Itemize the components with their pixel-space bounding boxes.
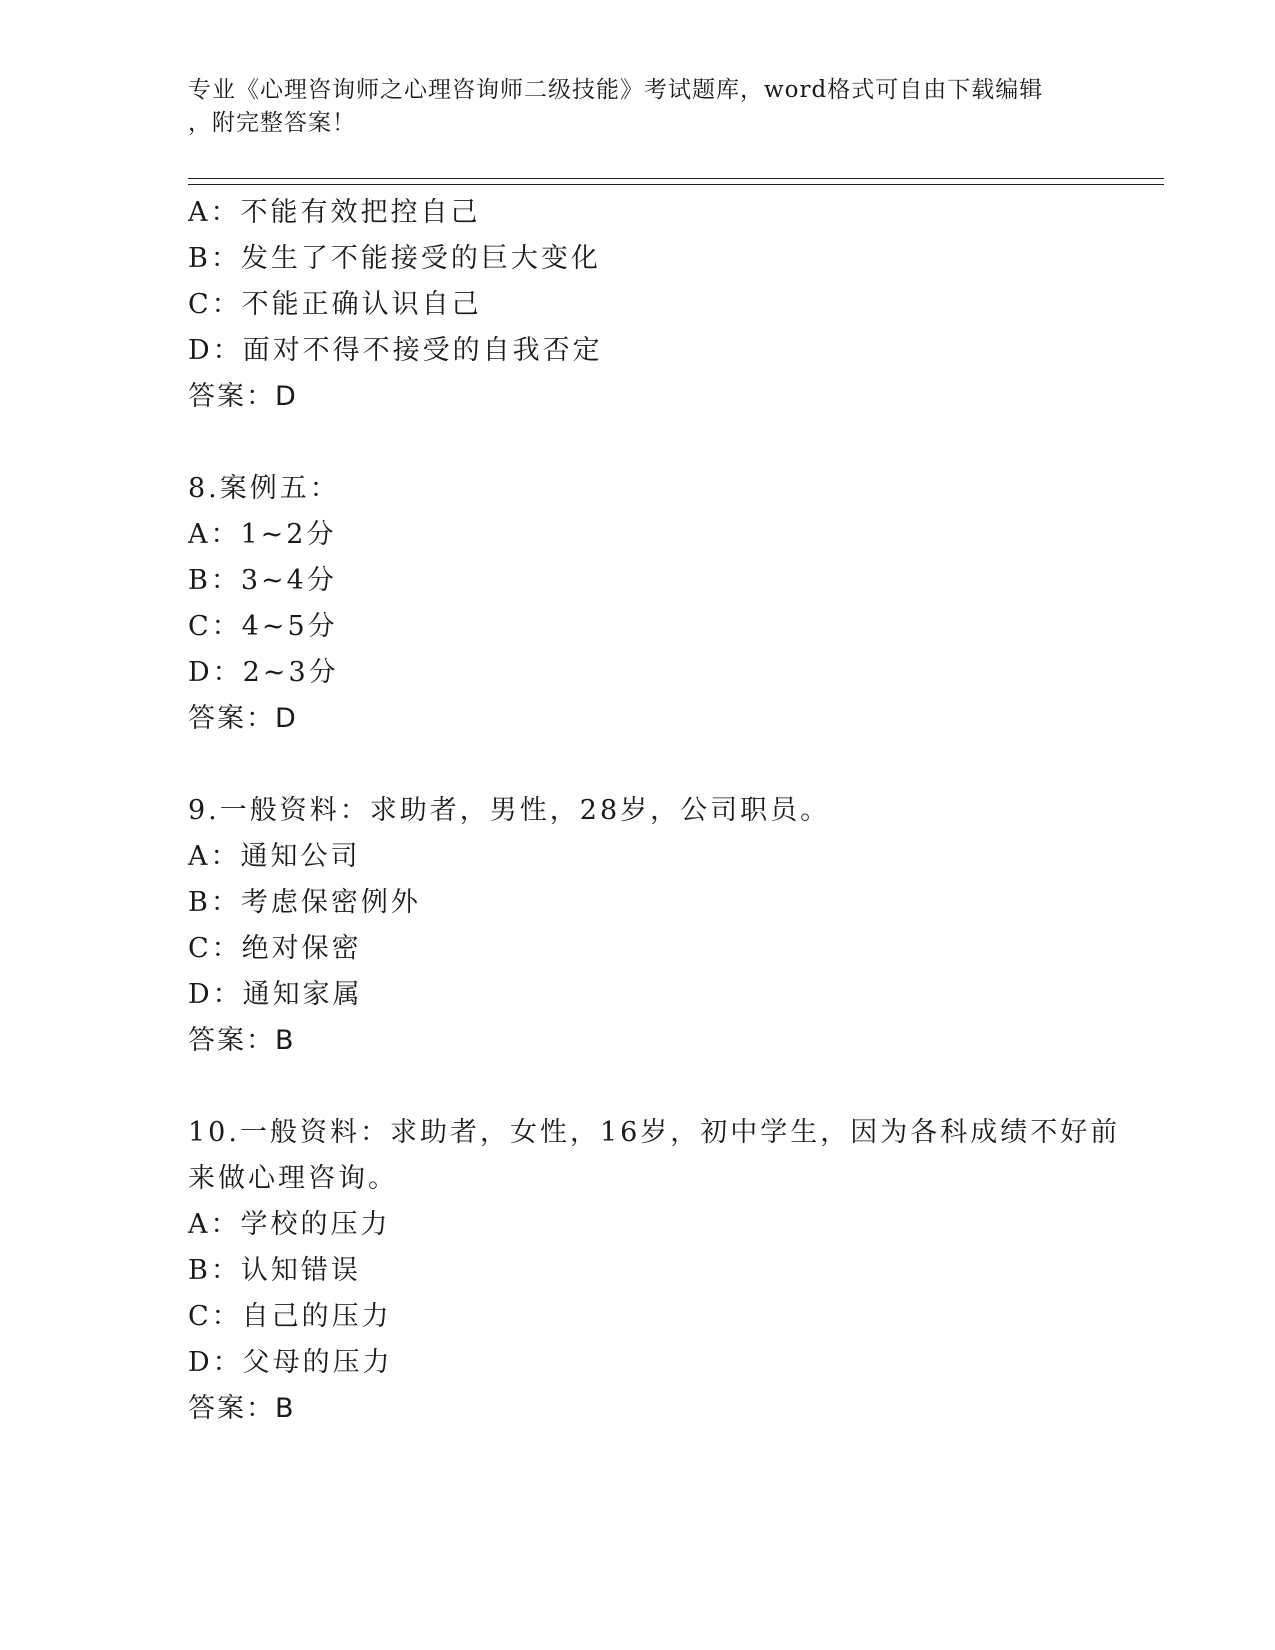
question-8 [188, 466, 1148, 742]
question-10-answer: 答案：B [188, 1393, 296, 1424]
question-8-option-a: A：1~2分 [188, 519, 337, 550]
question-7-option-c: C：不能正确认识自己 [188, 289, 482, 320]
question-9-option-a: A：通知公司 [188, 841, 361, 872]
question-8-option-d: D：2~3分 [188, 657, 339, 688]
question-8-answer: 答案：D [188, 703, 298, 734]
question-10-stem-line-1: 10.一般资料：求助者，女性，16岁，初中学生，因为各科成绩不好前 [188, 1117, 1121, 1148]
document-header [188, 74, 1088, 140]
question-9-option-d: D：通知家属 [188, 979, 363, 1010]
question-list [188, 190, 1148, 1432]
spacer [188, 742, 1148, 788]
question-8-stem: 8.案例五： [188, 473, 340, 504]
header-divider-bottom [188, 184, 1164, 185]
question-9 [188, 788, 1148, 1064]
question-10-option-a: A：学校的压力 [188, 1209, 391, 1240]
question-7 [188, 190, 1148, 420]
question-10-option-b: B：认知错误 [188, 1255, 361, 1286]
header-title-line-2: ，附完整答案！ [188, 110, 356, 136]
header-divider-top [188, 178, 1164, 179]
question-8-option-b: B：3~4分 [188, 565, 337, 596]
question-9-stem: 9.一般资料：求助者，男性，28岁，公司职员。 [188, 795, 831, 826]
spacer [188, 420, 1148, 466]
question-7-option-d: D：面对不得不接受的自我否定 [188, 335, 603, 366]
question-7-option-a: A：不能有效把控自己 [188, 197, 481, 228]
question-7-answer: 答案：D [188, 381, 298, 412]
question-10-option-c: C：自己的压力 [188, 1301, 392, 1332]
question-9-answer: 答案：B [188, 1025, 296, 1056]
question-8-option-c: C：4~5分 [188, 611, 338, 642]
question-10-option-d: D：父母的压力 [188, 1347, 393, 1378]
question-9-option-c: C：绝对保密 [188, 933, 362, 964]
question-10 [188, 1110, 1148, 1432]
question-10-stem-line-2: 来做心理咨询。 [188, 1163, 398, 1194]
question-9-option-b: B：考虑保密例外 [188, 887, 421, 918]
spacer [188, 1064, 1148, 1110]
question-7-option-b: B：发生了不能接受的巨大变化 [188, 243, 601, 274]
header-title-line-1: 专业《心理咨询师之心理咨询师二级技能》考试题库，word格式可自由下载编辑 [188, 77, 1044, 103]
